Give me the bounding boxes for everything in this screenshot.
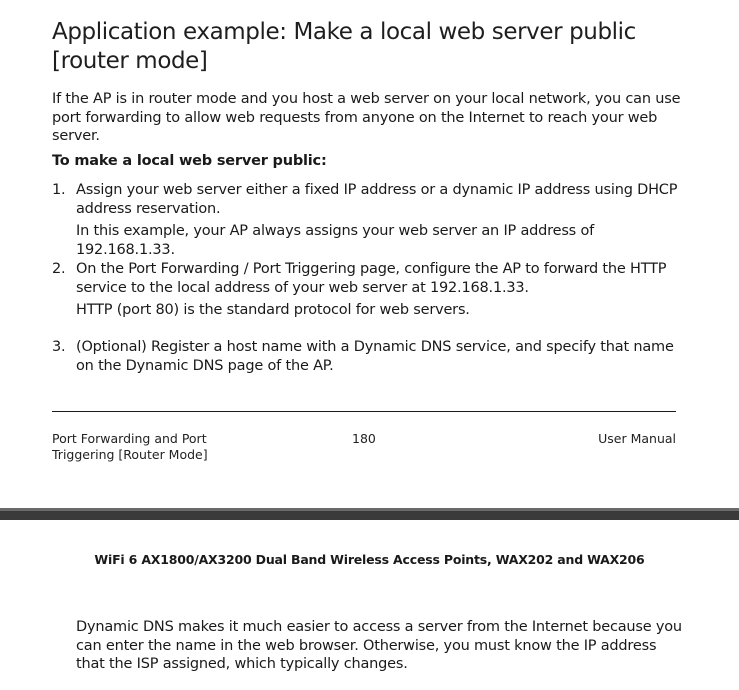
section-title: Application example: Make a local web server public [router mode] bbox=[52, 19, 636, 74]
step-text: On the Port Forwarding / Port Triggering page, configure the AP to forward the HTTP service to the local address of your web server at 192.168.1.33. bbox=[76, 261, 667, 296]
footer-doc-title: User Manual bbox=[598, 431, 676, 446]
page-separator bbox=[0, 508, 739, 520]
step-number: 1. bbox=[52, 182, 66, 198]
step-note: In this example, your AP always assigns your web server an IP address of 192.168.1.33. bbox=[76, 223, 595, 258]
page-number: 180 bbox=[352, 431, 376, 446]
footer-rule bbox=[52, 411, 676, 412]
step-number: 3. bbox=[52, 339, 66, 355]
intro-paragraph: If the AP is in router mode and you host a web server on your local network, you can use port forwarding to allow web requests from anyone on the Internet to reach your web server. bbox=[52, 91, 681, 144]
running-header: WiFi 6 AX1800/AX3200 Dual Band Wireless Access Points, WAX202 and WAX206 bbox=[94, 552, 645, 567]
step-text: (Optional) Register a host name with a Dynamic DNS service, and specify that name on the Dynamic DNS page of the AP. bbox=[76, 339, 674, 374]
step-text: Assign your web server either a fixed IP address or a dynamic IP address using DHCP address reservation. bbox=[76, 182, 678, 217]
step-note: HTTP (port 80) is the standard protocol for web servers. bbox=[76, 302, 470, 318]
document-page-181 bbox=[0, 520, 739, 690]
procedure-heading: To make a local web server public: bbox=[52, 153, 327, 169]
dynamic-dns-paragraph: Dynamic DNS makes it much easier to access a server from the Internet because you can enter the name in the web browser. Otherwise, you must know the IP address that the ISP assigned, which typically changes. bbox=[76, 619, 682, 672]
footer-chapter: Port Forwarding and Port Triggering [Router Mode] bbox=[52, 431, 208, 462]
step-number: 2. bbox=[52, 261, 66, 277]
